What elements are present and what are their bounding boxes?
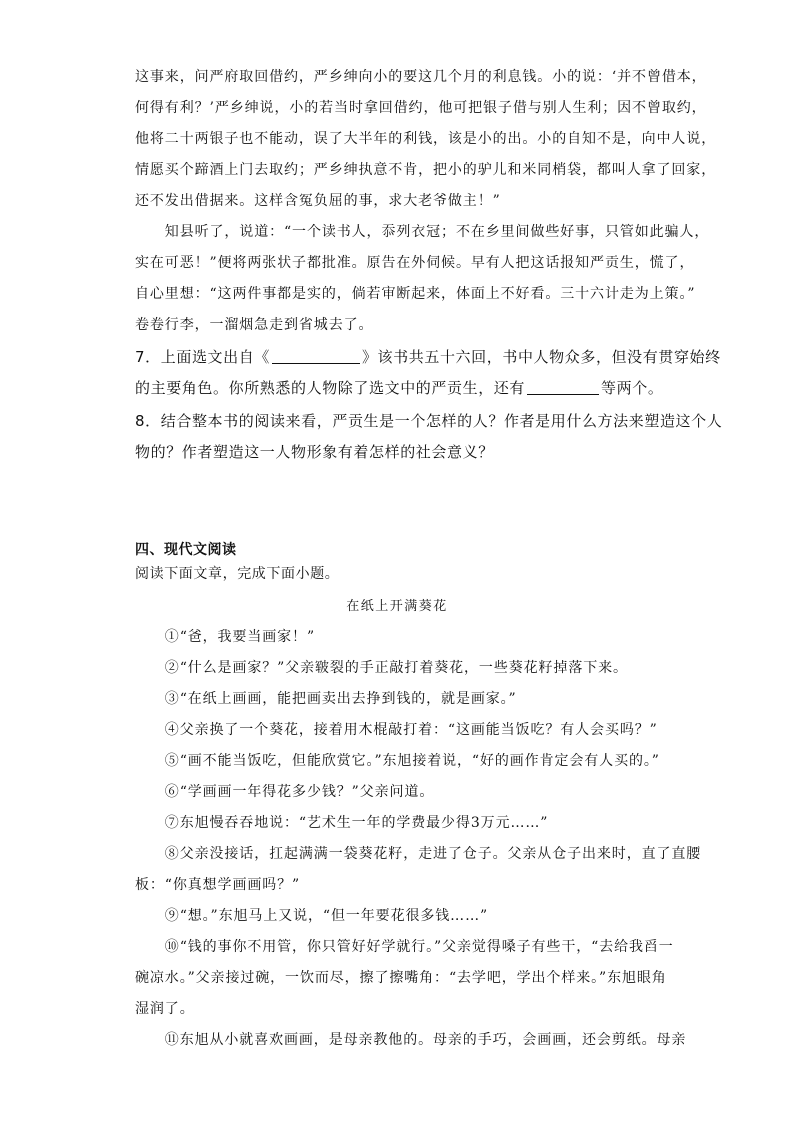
answer-blank-characters[interactable]	[527, 380, 599, 395]
article-line: ⑪东旭从小就喜欢画画，是母亲教他的。母亲的手巧，会画画，还会剪纸。母亲	[135, 1032, 687, 1048]
article-line: ③“在纸上画画，能把画卖出去挣到钱的，就是画家。”	[135, 691, 517, 707]
story-line: 还不发出借据来。这样含冤负屈的事，求大老爷做主！”	[135, 193, 501, 209]
article-title: 在纸上开满葵花	[346, 599, 448, 614]
article-line: ④父亲换了一个葵花，接着用木棍敲打着：“这画能当饭吃？有人会买吗？”	[135, 722, 658, 738]
story-line: 他将二十两银子也不能动，误了大半年的利钱，该是小的出。小的自知不是，向中人说，	[135, 131, 717, 147]
article-line: ⑨“想。”东旭马上又说，“但一年要花很多钱……”	[135, 908, 489, 924]
question-7-text: 》该书共五十六回，书中人物众多，但没有贯穿始终	[361, 348, 721, 366]
story-line: 知县听了，说道：“一个读书人，忝列衣冠；不在乡里间做些好事，只管如此骗人，	[135, 224, 710, 240]
question-7-line-1	[135, 347, 721, 367]
story-line: 自心里想：“这两件事都是实的，倘若审断起来，体面上不好看。三十六计走为上策。”	[135, 286, 696, 302]
article-line: ⑦东旭慢吞吞地说：“艺术生一年的学费最少得3万元……”	[135, 815, 549, 831]
question-7-text-2: 的主要角色。你所熟悉的人物除了选文中的严贡生，还有	[135, 379, 526, 397]
question-8-line: 8．结合整本书的阅读来看，严贡生是一个怎样的人？作者是用什么方法来塑造这个人	[135, 412, 723, 430]
article-line: ⑤“画不能当饭吃，但能欣赏它。”东旭接着说，“好的画作肯定会有人买的。”	[135, 753, 660, 769]
story-line: 情愿买个蹄酒上门去取约；严乡绅执意不肯，把小的驴儿和米同梢袋，都叫人拿了回家，	[135, 162, 717, 178]
article-line: 碗凉水。”父亲接过碗，一饮而尽，擦了擦嘴角：“去学吧，学出个样来。”东旭眼角	[135, 970, 667, 986]
story-line: 何得有利？’严乡绅说，小的若当时拿回借约，他可把银子借与别人生利；因不曾取约，	[135, 100, 707, 116]
question-7-suffix: 等两个。	[601, 379, 664, 397]
answer-blank-book-title[interactable]	[272, 349, 360, 364]
question-8-line: 物的？作者塑造这一人物形象有着怎样的社会意义？	[135, 443, 494, 461]
question-7-prefix: 7．上面选文出自《	[135, 348, 270, 366]
section-instruction: 阅读下面文章，完成下面小题。	[135, 566, 340, 582]
article-line: ⑧父亲没接话，扛起满满一袋葵花籽，走进了仓子。父亲从仓子出来时，直了直腰	[135, 846, 702, 862]
article-line: ②“什么是画家？”父亲皲裂的手正敲打着葵花，一些葵花籽掉落下来。	[135, 660, 628, 676]
article-line: ⑥“学画画一年得花多少钱？”父亲问道。	[135, 784, 435, 800]
article-line: ⑩“钱的事你不用管，你只管好好学就行。”父亲觉得嗓子有些干，“去给我舀一	[135, 939, 674, 955]
section-heading: 四、现代文阅读	[135, 542, 237, 558]
story-line: 实在可恶！”便将两张状子都批准。原告在外伺候。早有人把这话报知严贡生，慌了，	[135, 255, 695, 271]
article-line: ①“爸，我要当画家！”	[135, 629, 316, 645]
story-line: 卷卷行李，一溜烟急走到省城去了。	[135, 317, 374, 333]
story-line: 这事来，问严府取回借约，严乡绅向小的要这几个月的利息钱。小的说：‘并不曾借本，	[135, 69, 707, 85]
question-7-line-2	[135, 378, 675, 398]
article-line: 湿润了。	[135, 1001, 195, 1017]
article-line: 板：“你真想学画画吗？”	[135, 877, 301, 893]
